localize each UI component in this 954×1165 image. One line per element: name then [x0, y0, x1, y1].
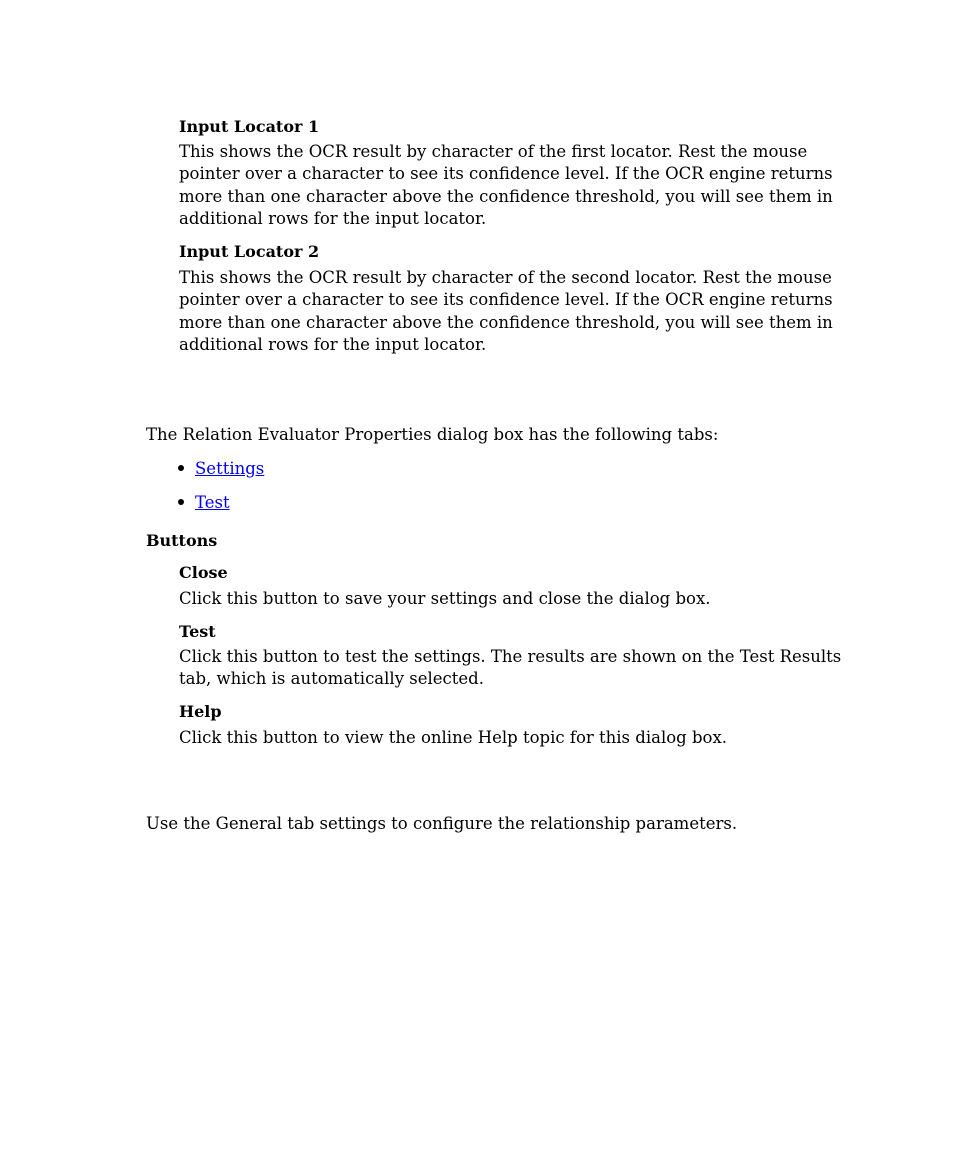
close-button-title: Close [179, 563, 228, 582]
general-tab-text: Use the General tab settings to configure the relationship parameters. [146, 814, 738, 833]
description-line: pointer over a character to see its confidence level. If the OCR engine returns [179, 290, 833, 310]
help-button-description [179, 727, 809, 749]
description-line: This shows the OCR result by character of the second locator. Rest the mouse [179, 268, 832, 287]
description-line: more than one character above the confidence threshold, you will see them in [179, 312, 833, 332]
description-line: Click this button to save your settings and close the dialog box. [179, 589, 711, 608]
description-line: more than one character above the confidence threshold, you will see them in [179, 186, 833, 206]
settings-link[interactable]: Settings [195, 459, 265, 478]
test-button-description [179, 646, 842, 691]
close-button-description [179, 588, 809, 610]
input-locator-1-title: Input Locator 1 [179, 117, 320, 136]
description-line: additional rows for the input locator. [179, 209, 487, 229]
test-button-title: Test [179, 622, 216, 641]
description-line: additional rows for the input locator. [179, 335, 487, 355]
description-line: Click this button to test the settings. The results are shown on the Test Results [179, 647, 842, 666]
description-line: Click this button to view the online Help topic for this dialog box. [179, 728, 728, 747]
bullet-icon [178, 465, 184, 471]
input-locator-2-description [179, 267, 833, 357]
tabs-intro-text: The Relation Evaluator Properties dialog box has the following tabs: [146, 425, 719, 444]
description-line: tab, which is automatically selected. [179, 669, 484, 689]
tab-link-item-settings [178, 458, 264, 480]
bullet-icon [178, 499, 184, 505]
input-locator-1-description [179, 141, 833, 231]
description-line: This shows the OCR result by character of the first locator. Rest the mouse [179, 142, 808, 161]
buttons-heading: Buttons [146, 531, 218, 550]
tab-link-item-test [178, 492, 230, 514]
input-locator-2-title: Input Locator 2 [179, 242, 320, 261]
help-button-title: Help [179, 702, 222, 721]
description-line: pointer over a character to see its confidence level. If the OCR engine returns [179, 164, 833, 184]
test-link[interactable]: Test [195, 493, 230, 512]
